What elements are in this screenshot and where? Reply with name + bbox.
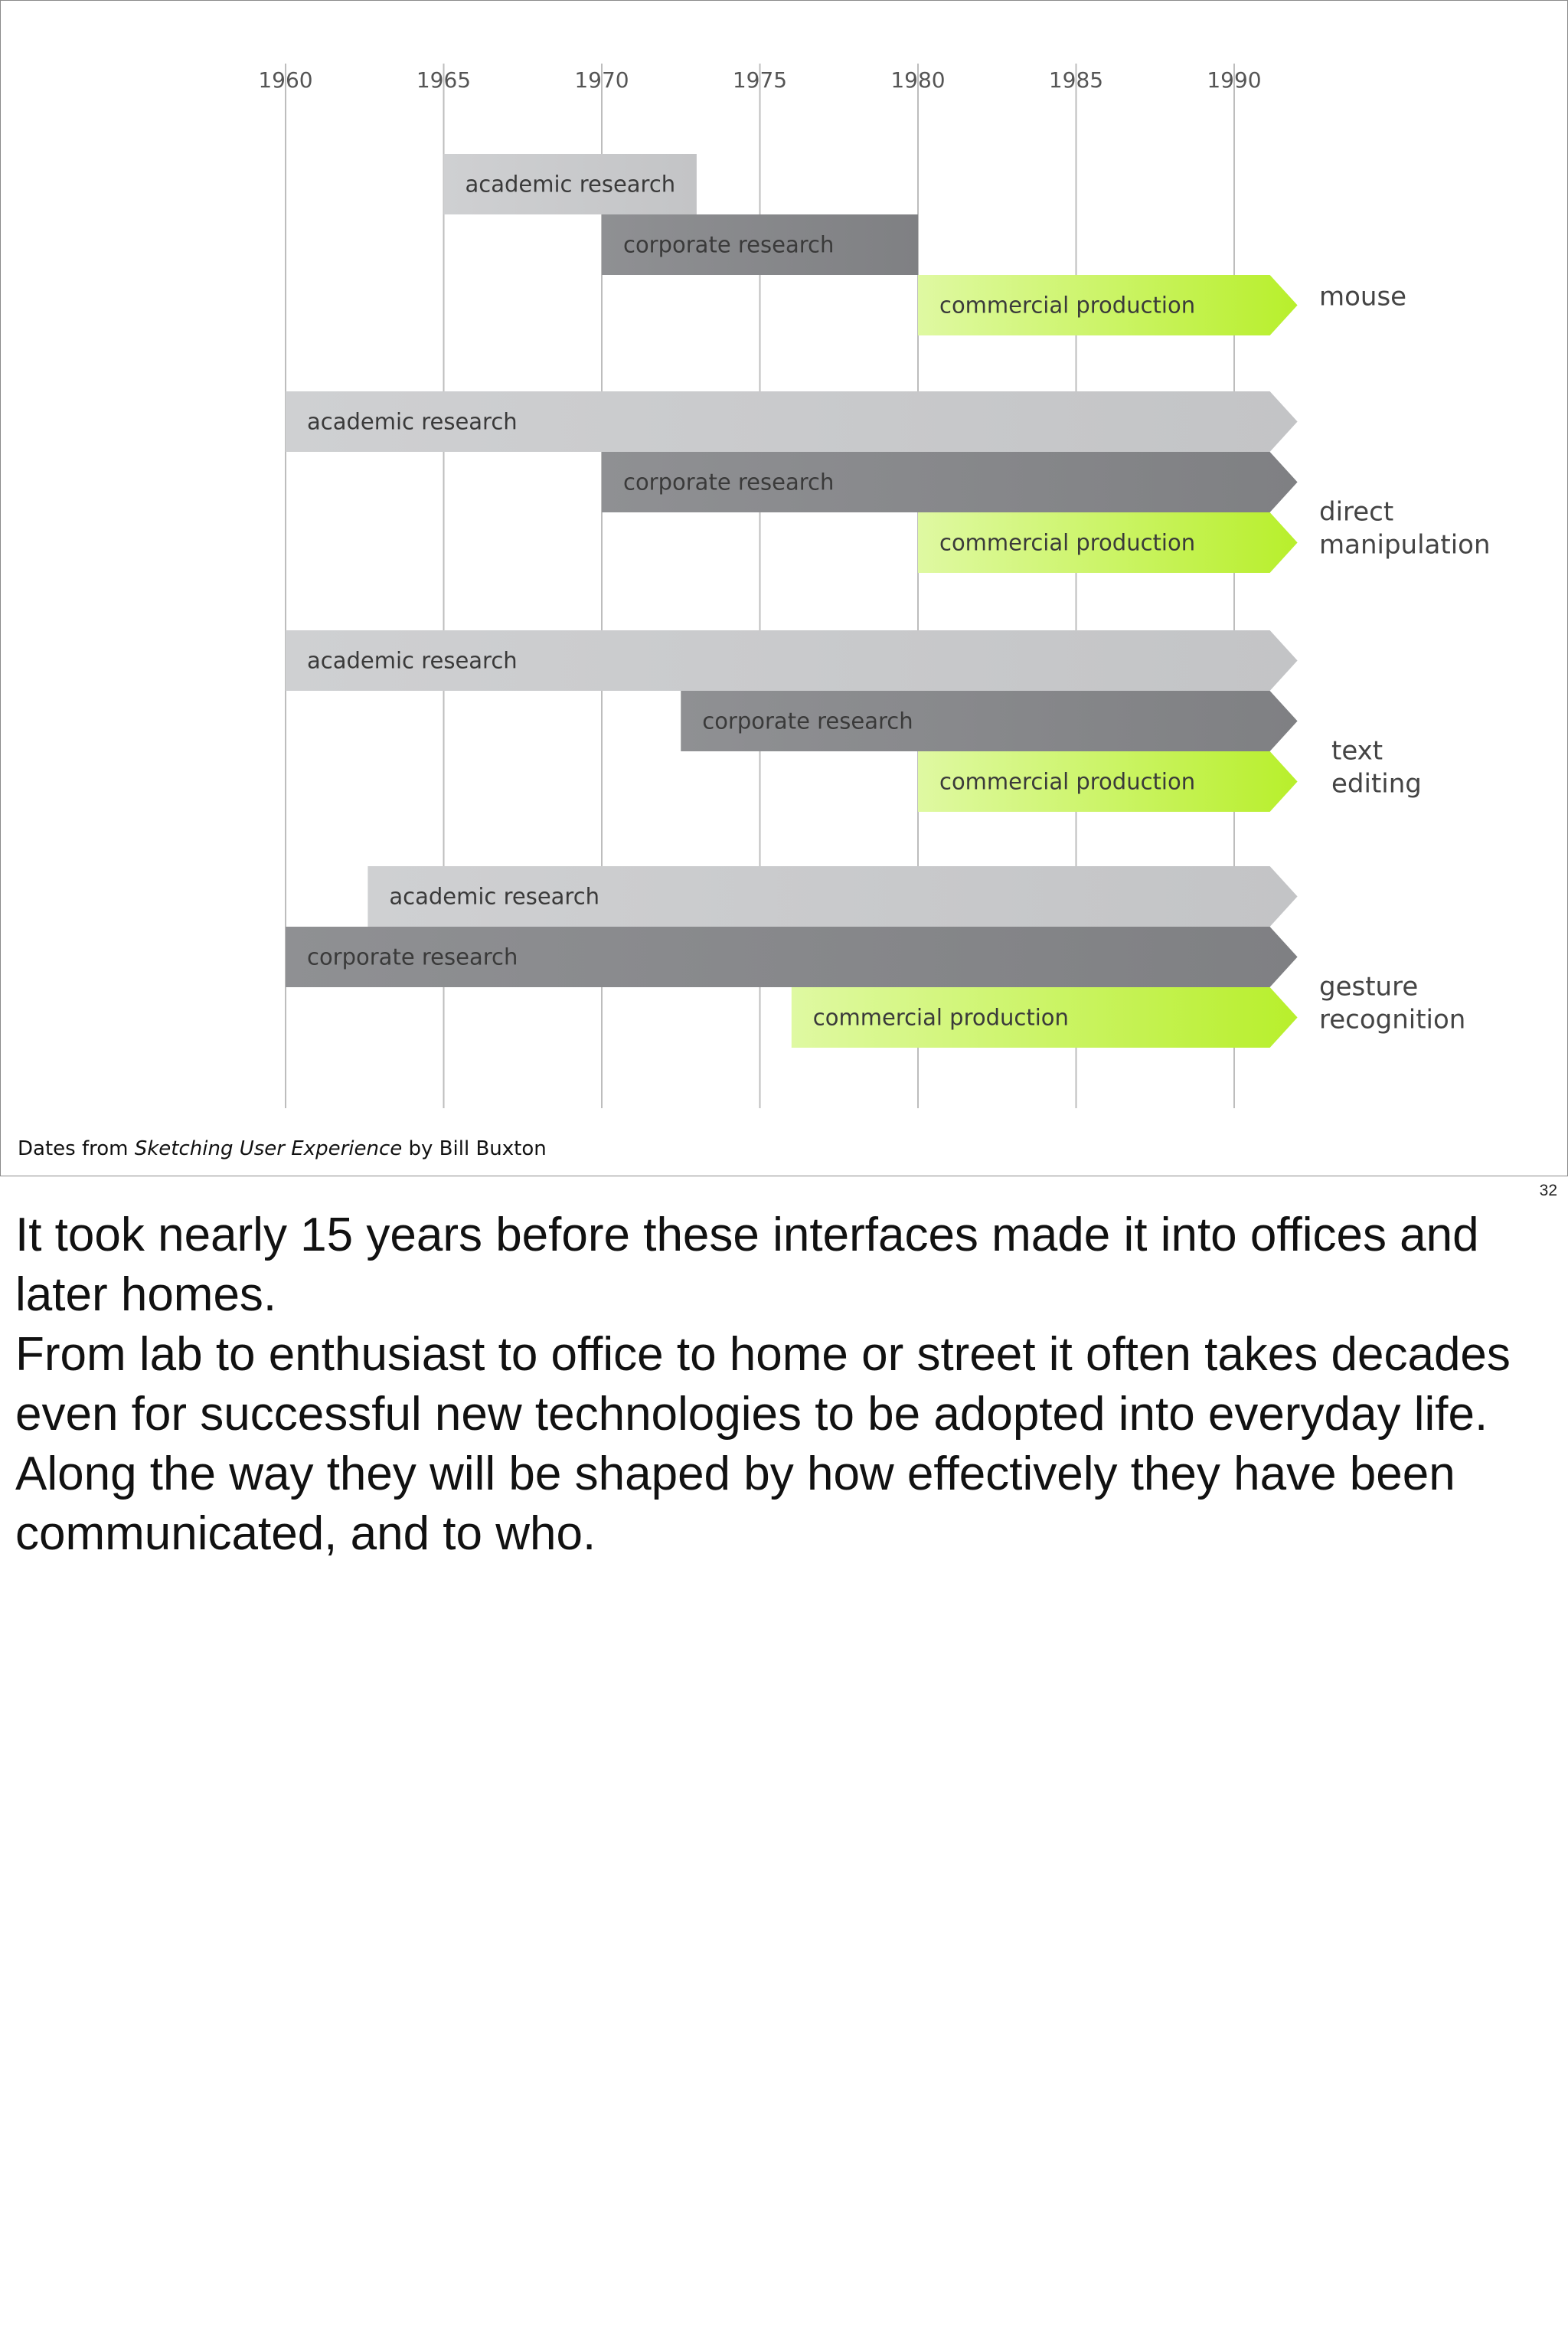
bar-label-academic-research: academic research: [307, 647, 518, 674]
technology-label-text-editing: [1331, 736, 1422, 800]
timeline-chart: [1, 1, 1567, 1176]
technology-label-mouse: [1319, 282, 1406, 312]
x-tick-label-1960: 1960: [258, 67, 313, 93]
bar-label-academic-research: academic research: [389, 883, 600, 910]
speaker-notes: [15, 1205, 1531, 1564]
bar-label-corporate-research: corporate research: [702, 708, 913, 734]
bar-label-corporate-research: corporate research: [623, 469, 835, 496]
technology-label-line: gesture: [1319, 971, 1419, 1003]
technology-label-line: manipulation: [1319, 529, 1491, 561]
x-tick-label-1990: 1990: [1207, 67, 1262, 93]
technology-label-line: recognition: [1319, 1004, 1466, 1035]
x-tick-label-1965: 1965: [416, 67, 472, 93]
technology-label-line: mouse: [1319, 281, 1407, 312]
source-note-book-title: Sketching User Experience: [134, 1137, 403, 1160]
x-tick-label-1975: 1975: [732, 67, 788, 93]
bar-label-corporate-research: corporate research: [307, 944, 518, 970]
x-tick-label-1980: 1980: [890, 67, 946, 93]
technology-label-line: text: [1331, 735, 1383, 767]
notes-paragraph-3: Along the way they will be shaped by how effectively they have been communicated, and to who.: [15, 1447, 1455, 1560]
bar-label-commercial-production: commercial production: [939, 529, 1196, 556]
notes-paragraph-1: It took nearly 15 years before these interfaces made it into offices and later homes.: [15, 1209, 1479, 1321]
source-note-suffix: by Bill Buxton: [402, 1137, 547, 1160]
bar-label-corporate-research: corporate research: [623, 231, 835, 258]
bar-label-commercial-production: commercial production: [939, 768, 1196, 795]
source-note: [18, 1137, 547, 1160]
technology-label-direct-manipulation: [1319, 497, 1491, 561]
notes-paragraph-2: From lab to enthusiast to office to home or street it often takes decades even for successful new technologies to be adopted into everyday life.: [15, 1328, 1511, 1441]
technology-label-line: direct: [1319, 496, 1394, 528]
page-number: 32: [1539, 1182, 1557, 1199]
technology-label-line: editing: [1331, 768, 1422, 800]
x-tick-label-1970: 1970: [574, 67, 629, 93]
source-note-prefix: Dates from: [18, 1137, 135, 1160]
bar-label-commercial-production: commercial production: [939, 292, 1196, 319]
bar-label-commercial-production: commercial production: [812, 1004, 1069, 1031]
bar-label-academic-research: academic research: [307, 408, 518, 435]
bar-label-academic-research: academic research: [465, 171, 676, 198]
technology-label-gesture-recognition: [1319, 972, 1465, 1035]
x-tick-label-1985: 1985: [1048, 67, 1104, 93]
